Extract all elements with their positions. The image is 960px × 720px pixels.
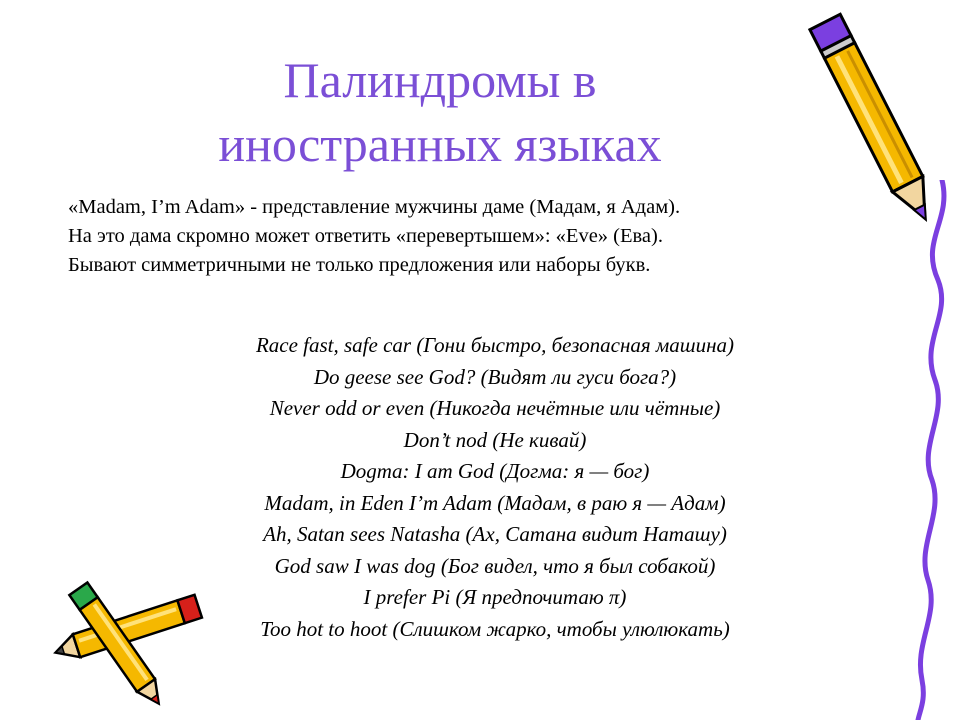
example-item: Too hot to hoot (Слишком жарко, чтобы улюлюкать) bbox=[260, 616, 730, 641]
example-item: Race fast, safe car (Гони быстро, безопасная машина) bbox=[255, 333, 735, 357]
example-item: Do geese see God? (Видят ли гуси бога?) bbox=[313, 364, 677, 389]
intro-paragraph bbox=[68, 193, 868, 280]
slide-title bbox=[150, 48, 730, 176]
crossed-pencils-icon bbox=[40, 570, 210, 720]
title-line-1: Палиндромы в bbox=[283, 52, 597, 108]
example-item: Madam, in Eden I’m Adam (Мадам, в раю я — Адам) bbox=[264, 490, 726, 515]
example-item: Never odd or even (Никогда нечётные или чётные) bbox=[269, 396, 721, 420]
example-item: Dogma: I am God (Догма: я — бог) bbox=[340, 459, 650, 483]
intro-line-3: Бывают симметричными не только предложения или наборы букв. bbox=[68, 254, 651, 276]
intro-line-2: На это дама скромно может ответить «перевертышем»: «Eve» (Ева). bbox=[68, 225, 663, 247]
squiggle-path bbox=[918, 180, 944, 720]
example-item: I prefer Pi (Я предпочитаю π) bbox=[363, 585, 627, 609]
title-line-2: иностранных языках bbox=[218, 116, 662, 172]
example-item: Don’t nod (Не кивай) bbox=[403, 427, 587, 452]
intro-line-1: «Madam, I’m Adam» - представление мужчины даме (Мадам, я Адам). bbox=[68, 196, 681, 218]
example-item: God saw I was dog (Бог видел, что я был собакой) bbox=[274, 553, 716, 578]
squiggle-line bbox=[880, 180, 960, 720]
palindrome-examples-list bbox=[150, 330, 840, 645]
example-item: Ah, Satan sees Natasha (Ах, Сатана видит Наташу) bbox=[263, 522, 727, 546]
